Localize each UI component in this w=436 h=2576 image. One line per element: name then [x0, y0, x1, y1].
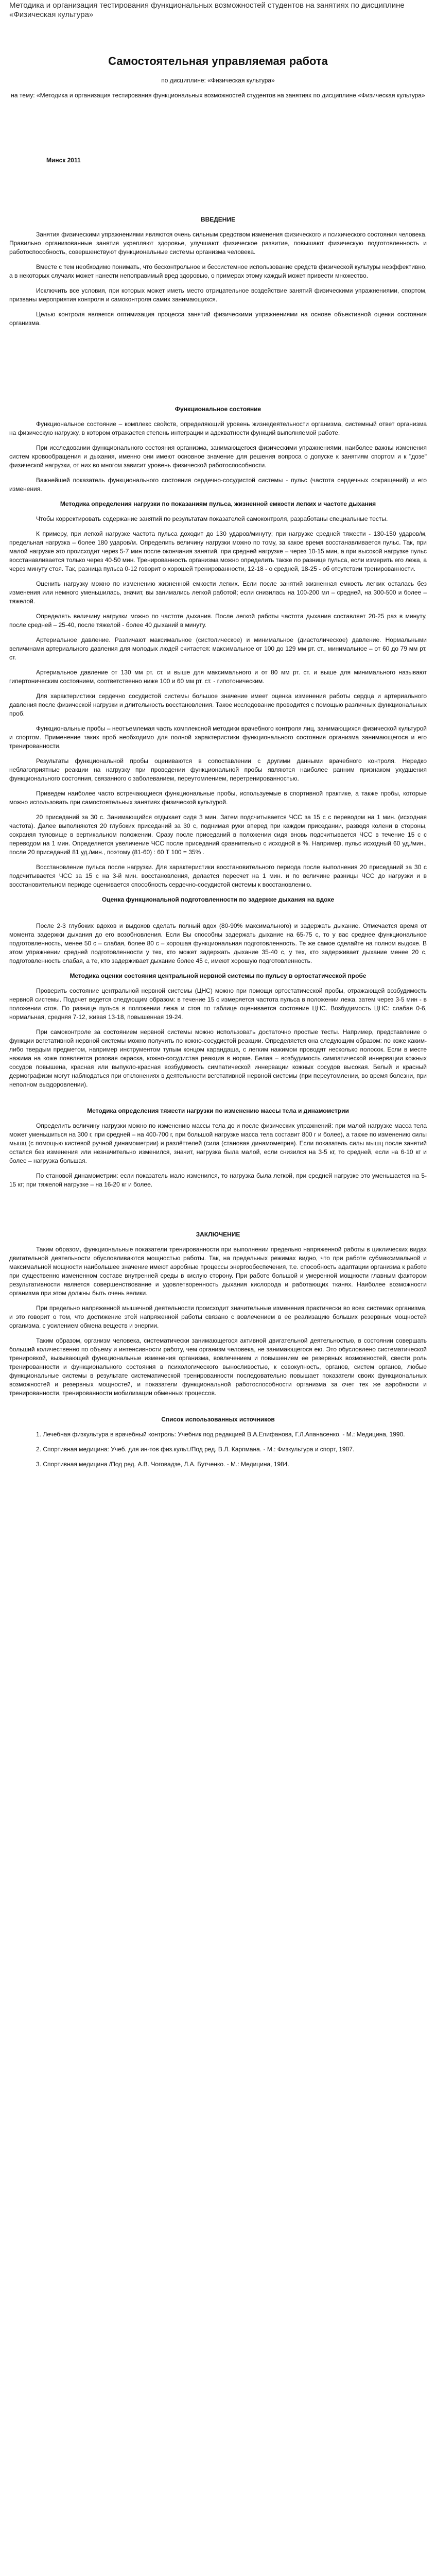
cns-orthostatic-paragraph: При самоконтроле за состоянием нервной системы можно использовать достаточно простые тесты. Например, представление о функции вегетативной нервной системы можно получить по кожно-сосудистой реакции. Определяется она следующим образом: по коже каким-либо твердым предметом, например инструментом тупым концом карандаша, с легким нажимом проводят несколько полосок. Если в месте нажима на коже появляется розовая окраска, кожно-сосудистая реакция в норме. Белая – возбудимость симпатической иннервации кожных сосудов повышена, красная или выпукло-красная возбудимость симпатической иннервации кожных сосудов высокая. Белый и красный дермографизм могут наблюдаться при отклонениях в деятельности вегетативной нервной системы (при переутомлении, во время болезни, при неполном выздоровлении). — [9, 1028, 427, 1088]
cover-topic-line: на тему: «Методика и организация тестирования функциональных возможностей студентов на занятиях по дисциплине «Физическая культура» — [11, 92, 425, 99]
literature-item: 2. Спортивная медицина: Учеб. для ин-тов физ.культ./Под ред. В.Л. Карпмана. - М.: Физкультура и спорт, 1987. — [36, 1446, 355, 1453]
pulse-method-paragraph: Результаты функциональной пробы оцениваются в сопоставлении с другими данными врачебного контроля. Нередко неблагоприятные реакции на нагрузку при проведении функциональной пробы являются наиболее ранним признаком ухудшения функционального состояния, связанного с заболеванием, переутомлением, перетренированностью. — [9, 757, 427, 782]
literature-item: 3. Спортивная медицина /Под ред. А.В. Чоговадзе, Л.А. Бутченко. - М.: Медицина, 1984. — [36, 1461, 289, 1468]
conclusion-section — [9, 1230, 427, 1398]
pulse-method-paragraph: Оценить нагрузку можно по изменению жизненной емкости легких. Если после занятий жизненная емкость легких осталась без изменения или немного уменьшилась, значит, вы занимались легкой работой; если снизилась на 100-200 мл – средней, на 300-500 и более – тяжелой. — [9, 580, 427, 605]
cover-main-title: Самостоятельная управляемая работа — [108, 55, 328, 67]
pulse-method-paragraph: Чтобы корректировать содержание занятий по результатам показателей самоконтроля, разработаны специальные тесты. — [36, 515, 388, 522]
pulse-method-paragraph: Приведем наиболее часто встречающиеся функциональные пробы, используемые в спортивной практике, а также пробы, которые можно использовать при самостоятельных занятиях физической культурой. — [9, 790, 427, 806]
document-header-title: Методика и организация тестирования функциональных возможностей студентов на занятиях по дисциплине «Физическая культура» — [9, 1, 405, 19]
pulse-method-paragraph: К примеру, при легкой нагрузке частота пульса доходит до 130 ударов/минуту; при нагрузке средней тяжести - 130-150 ударов/м, предельная нагрузка – более 180 ударов/м. Определить величину нагрузки можно по тому, за какое время восстанавливается пульс. Так, при малой нагрузке это происходит через 5-7 мин после окончания занятий, при средней нагрузке – через 10-15 мин, а при высокой нагрузке пульс восстанавливается только через 40-50 мин. Тренированность организма можно определить также по разнице пульса, если измерить его лежа, а через минуту стоя. Так, разница пульса 0-12 говорит о хорошей тренированности, 12-18 - о средней, 18-25 - об отсутствии тренированности. — [9, 530, 427, 572]
intro-heading: ВВЕДЕНИЕ — [200, 216, 236, 223]
intro-paragraph: Целью контроля является оптимизация процесса занятий физическими упражнениями на основе объективной оценки состояния организма. — [9, 311, 427, 327]
pulse-method-paragraph: Функциональные пробы – неотъемлемая часть комплексной методики врачебного контроля лиц, занимающихся физической культурой и спортом. Применение таких проб необходимо для полной характеристики функционального состояния организма занимающегося и его тренированности. — [9, 725, 427, 750]
intro-paragraph: Занятия физическими упражнениями являются очень сильным средством изменения физического и психического состояния человека. Правильно организованные занятия укрепляют здоровье, улучшают физическое развитие, повышают физическую подготовленность и работоспособность, совершенствуют функциональные системы организма человека. — [9, 231, 427, 256]
body-weight-paragraph: По становой динамометрии: если показатель мало изменился, то нагрузка была легкой, при средней нагрузке это уменьшается на 5-15 кг; при тяжелой нагрузке – на 16-20 кг и более. — [9, 1172, 427, 1188]
body-weight-section — [9, 1107, 427, 1189]
intro-paragraph: Исключить все условия, при которых может иметь место отрицательное воздействие занятий физическими упражнениями, спортом, призваны мероприятия контроля и самоконтроля самих занимающихся. — [9, 287, 427, 303]
pulse-method-heading: Методика определения нагрузки по показаниям пульса, жизненной емкости легких и частоте дыхания — [60, 500, 376, 507]
body-weight-paragraph: Определить величину нагрузки можно по изменению массы тела до и после физических упражнений: при малой нагрузке масса тела может уменьшиться на 300 г, при средней – на 400-700 г, при большой нагрузке масса тела составит 800 г и более), а также по изменению силы мышц (с помощью кистевой ручной динамометрии) и разлёттелей (сила (становая динамометрия). Если показатель силы мышц после занятий остался без изменения или незначительно изменился, значит, нагрузка была малой, если снизился на 3-5 кг, то средней, если на 6-10 кг и более – нагрузка большая. — [9, 1122, 427, 1164]
cover-place-year: Минск 2011 — [46, 157, 81, 164]
literature-heading: Список использованных источников — [161, 1416, 275, 1423]
functional-state-section — [9, 405, 427, 494]
literature-section — [9, 1415, 427, 1469]
pulse-method-paragraph: Восстановление пульса после нагрузки. Для характеристики восстановительного периода после выполнения 20 приседаний за 30 с подсчитывается ЧСС за 15 с на 3-й мин. восстановления, делается пересчет на 1 мин. и по величине разницы ЧСС до нагрузки и в восстановительном периоде оценивается способность сердечно-сосудистой системы к восстановлению. — [9, 863, 427, 888]
conclusion-heading: ЗАКЛЮЧЕНИЕ — [196, 1231, 240, 1238]
pulse-method-paragraph: Артериальное давление от 130 мм рт. ст. и выше для максимального и от 80 мм рт. ст. и выше для минимального называют гипертоническим состоянием, соответственно ниже 100 и 60 мм рт. ст. - гипотоническим. — [9, 669, 427, 685]
pulse-method-section — [9, 500, 427, 1089]
pulse-method-paragraph: Определять величину нагрузки можно по частоте дыхания. После легкой работы частота дыхания составляет 20-25 раз в минуту, после средней – 25-40, после тяжелой - более 40 дыханий в минуту. — [9, 613, 427, 629]
pulse-method-paragraph: Для характеристики сердечно сосудистой системы большое значение имеет оценка изменения работы сердца и артериального давления после физической нагрузки и длительность восстановления. Такое исследование проводится с помощью различных функциональных проб. — [9, 692, 427, 717]
conclusion-paragraph: При предельно напряженной мышечной деятельности происходит значительные изменения практически во всех системах организма, и это говорит о том, что достижение этой напряженной работы связано с вовлечением в ее реализацию больших резервных мощностей организма, с усилением обмена веществ и энергии. — [9, 1304, 427, 1329]
cover-discipline-line: по дисциплине: «Физическая культура» — [161, 77, 275, 84]
conclusion-paragraph: Таким образом, функциональные показатели тренированности при выполнении предельно напряженной работы в циклических видах двигательной деятельности обусловливаются мощностью работы. Так, на предельных режимах видно, что при работе субмаксимальной и максимальной мощности наибольшее значение имеют аэробные процессы энергообеспечения, т.е. способность адаптации организма к работе при существенно измененном составе внутренней среды в кислую сторону. При работе большой и умеренной мощности главным фактором результативности является совершенствование и удовлетворенность дыхания кислорода и работающих тканях. Наиболее возможности организма при этом должны быть очень велики. — [9, 1246, 427, 1297]
pulse-method-paragraph: Артериальное давление. Различают максимальное (систолическое) и минимальное (диастолическое) давление. Нормальными величинами артериального давления для молодых людей считается: максимальное от 100 до 129 мм рт. ст., минимальное – от 60 до 79 мм рт. ст. — [9, 636, 427, 661]
literature-item: 1. Лечебная физкультура в врачебный контроль: Учебник под редакцией В.А.Епифанова, Г.Л.Апанасенко. - М.: Медицина, 1990. — [36, 1431, 405, 1438]
breath-hold-paragraph: После 2-3 глубоких вдохов и выдохов сделать полный вдох (80-90% максимального) и задержать дыхание. Отмечается время от момента задержки дыхания до его возобновления. Если Вы способны задержать дыхание на 65-75 с, то у вас среднее функциональное подготовленность, менее 50 с – слабая, более 80 с – хорошая функциональная подготовленность. Те же самое сделайте на полном выдохе. В этом упражнении средней подготовленности у тех, кто может задержать дыхание 35-40 с, у тех, кто задерживает дыхание менее 20 с, подготовленность слабая, а те, кто задерживает дыхание более 45 с, имеют хорошую подготовленность. — [9, 922, 427, 964]
breath-hold-heading: Оценка функциональной подготовленности по задержке дыхания на вдохе — [101, 896, 335, 903]
intro-section — [9, 215, 427, 328]
intro-paragraph: Вместе с тем необходимо понимать, что бесконтрольное и бессистемное использование средств физической культуры неэффективно, а в некоторых случаях может нанести непоправимый вред здоровью, о примерах этому каждый может привести множество. — [9, 263, 427, 279]
functional-state-paragraph: Важнейшей показатель функционального состояния сердечно-сосудистой системы - пульс (частота сердечных сокращений) и его изменения. — [9, 477, 427, 493]
functional-state-heading: Функциональное состояние — [175, 405, 261, 413]
pulse-method-paragraph: 20 приседаний за 30 с. Занимающийся отдыхает сидя 3 мин. Затем подсчитывается ЧСС за 15 с с переводом на 1 мин. (исходная частота). Далее выполняются 20 глубоких приседаний за 30 с, поднимая руки вперед при каждом приседании, разводя колени в стороны, сохраняя туловище в вертикальном положении. Сразу после приседаний в положении сидя вновь подсчитывается ЧСС в течение 15 с с переводом на 1 мин. Определяется увеличение ЧСС после приседаний сравнительно с исходной в %. Например, пульс исходный 60 уд./мин., после 20 приседаний 81 уд./мин., поэтому (81-60) : 60 Т 100 = 35% . — [9, 814, 427, 856]
functional-state-paragraph: При исследовании функционального состояния организма, занимающегося физическими упражнениями, наиболее важны изменения систем кровообращения и дыхания, именно они имеют основное значение для решения вопроса о допуске к занятиям спортом и к "дозе" физической нагрузки, от них во многом зависит уровень физической работоспособности. — [9, 444, 427, 469]
functional-state-paragraph: Функциональное состояние – комплекс свойств, определяющий уровень жизнедеятельности организма, системный ответ организма на физическую нагрузку, в котором отражается степень интеграции и адекватности функций выполняемой работе. — [9, 420, 427, 436]
conclusion-paragraph: Таким образом, организм человека, систематически занимающегося активной двигательной деятельностью, в состоянии совершать больший количественно по объему и интенсивности работу, чем организм человека, не занимающегося ею. Это обусловлено систематической тренировкой, вызывающей функциональные изменения организма, вовлечением и повышением ее резервных возможностей, свести роль тренированности и функционального состояния в психологического выносливостью, к совокупность, органов, систем органов, любые функциональные системы в результате систематической тренированности последовательно повышает показатели своих функциональных возможностей и резервных мощностей, и показатели функциональной работоспособности организма за счет тех же аэробности и тренированности, тренированности мобилизации обменных процессов. — [9, 1337, 427, 1397]
body-weight-heading: Методика определения тяжести нагрузки по изменению массы тела и динамометрии — [87, 1107, 349, 1114]
cover-subtitle-block — [9, 76, 427, 100]
cns-orthostatic-paragraph: Проверить состояние центральной нервной системы (ЦНС) можно при помощи ортостатической пробы, отражающей возбудимость нервной системы. Подсчет ведется следующим образом: в течение 15 с измеряется частота пульса в положении лежа, затем через 3-5 мин - в положении стоя. По разнице пульса в положении лежа и стоя по таблице оценивается состояние ЦНС. Возбудимость ЦНС: слабая 0-6, нормальная, средняя 7-12, живая 13-18, повышенная 19-24. — [9, 987, 427, 1021]
cns-orthostatic-heading: Методика оценки состояния центральной нервной системы по пульсу в ортостатической пробе — [69, 972, 367, 979]
